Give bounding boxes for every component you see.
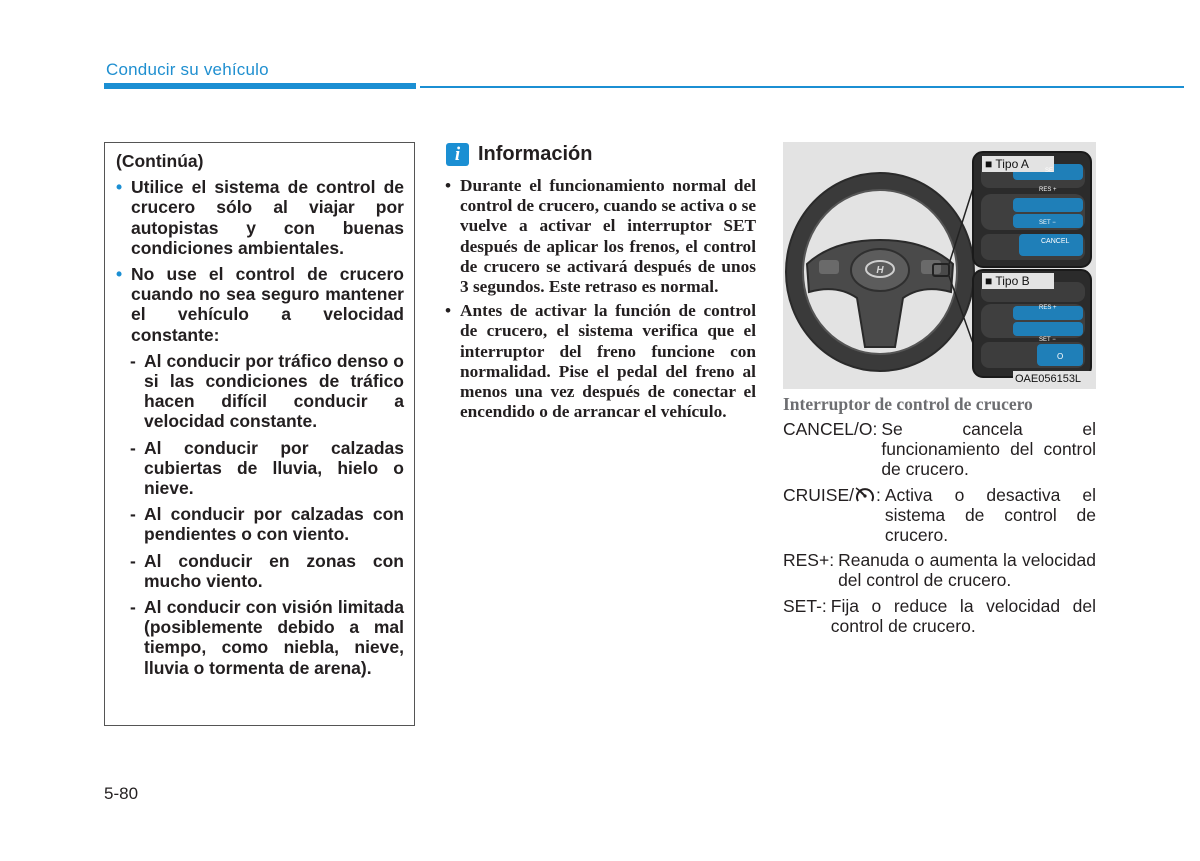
caution-subitem-text: Al conducir por calzadas con pendientes o con viento. <box>144 504 404 545</box>
dash-mark-icon: - <box>130 550 136 571</box>
bullet-dot-icon: • <box>445 301 452 321</box>
button-set-label: SET − <box>1039 337 1056 343</box>
cruise-icon <box>854 486 876 504</box>
bullet-dot-icon: • <box>116 264 123 285</box>
caution-subitem-text: Al conducir con visión limitada (posiblemente debido a mal tiempo, como niebla, nieve, lluvia o tormenta de arena). <box>144 597 404 678</box>
info-item <box>445 301 756 422</box>
definition-term-wrap: CRUISE/ : <box>783 484 881 505</box>
steering-wheel-icon <box>786 173 975 371</box>
caution-subitem <box>116 551 404 591</box>
button-set-label: SET − <box>1039 220 1056 226</box>
definition-desc: Activa o desactiva el sistema de control de crucero. <box>884 484 1096 546</box>
definition-term: RES+: <box>783 550 835 571</box>
dash-mark-icon: - <box>130 437 136 458</box>
button-se-label: SE <box>1045 168 1054 174</box>
button-res-label: RES + <box>1039 305 1057 311</box>
svg-text:H: H <box>876 265 884 276</box>
definition-term: SET-: <box>783 595 827 616</box>
continued-label: (Continúa) <box>116 151 204 171</box>
caution-bullet <box>116 264 404 345</box>
figure-caption: Interruptor de control de crucero <box>783 394 1033 414</box>
button-res-label: RES + <box>1039 187 1057 193</box>
info-item-text: Antes de activar la función de control de crucero, el sistema verifica que el interruptor del freno funcione con normalidad. Pise el pedal del freno al menos una vez después de conectar el encendido o de arrancar el vehículo. <box>460 301 756 422</box>
caution-subitem-text: Al conducir por calzadas cubiertas de lluvia, hielo o nieve. <box>144 437 404 499</box>
caution-subitem-text: Al conducir en zonas con mucho viento. <box>144 550 404 591</box>
caution-subitem <box>116 351 404 432</box>
section-title: Conducir su vehículo <box>106 60 269 79</box>
page-number: 5-80 <box>104 784 139 803</box>
caution-subitem-text: Al conducir por tráfico denso o si las condiciones de tráfico hacen difícil conducir a velocidad constante. <box>144 350 404 432</box>
caution-bullet <box>116 177 404 258</box>
info-icon: i <box>446 143 469 166</box>
caution-bullet-text: No use el control de crucero cuando no sea seguro mantener el vehículo a velocidad constante: <box>131 264 404 345</box>
info-list <box>445 176 756 426</box>
steering-wheel-figure <box>783 142 1096 389</box>
info-title: Información <box>478 143 593 165</box>
dash-mark-icon: - <box>130 504 136 525</box>
steering-wheel-illustration <box>783 142 1096 389</box>
dash-mark-icon: - <box>130 350 136 371</box>
header-rule-thick <box>104 83 416 89</box>
definitions-list <box>783 419 1096 641</box>
definition-desc: Fija o reduce la velocidad del control de crucero. <box>830 595 1096 636</box>
info-item-text: Durante el funcionamiento normal del control de crucero, cuando se activa o se vuelve a activar el interruptor SET después de aplicar los frenos, el control de crucero se activará después de unos 3 segundos. Este retraso es normal. <box>460 176 756 297</box>
info-item <box>445 176 756 297</box>
button-o-label: O <box>1057 352 1064 361</box>
definition-desc: Reanuda o aumenta la velocidad del control de crucero. <box>838 550 1096 591</box>
info-heading <box>446 143 592 166</box>
bullet-dot-icon: • <box>445 176 452 195</box>
definition-item <box>783 596 1096 636</box>
figure-code: OAE056153L <box>1015 373 1082 385</box>
caution-subitem <box>116 504 404 544</box>
definition-item <box>783 419 1096 480</box>
header-rule-thin <box>420 86 1184 88</box>
caution-bullet-text: Utilice el sistema de control de crucero sólo al viajar por autopistas y con buenas condiciones ambientales. <box>131 177 404 258</box>
definition-desc: Se cancela el funcionamiento del control de crucero. <box>881 419 1096 480</box>
type-b-label: ■ Tipo B <box>985 274 1030 288</box>
caution-subitem <box>116 597 404 678</box>
button-cancel-label: CANCEL <box>1041 238 1070 245</box>
definition-item <box>783 485 1096 546</box>
definition-term: CANCEL/O: <box>783 419 878 439</box>
dash-mark-icon: - <box>130 597 136 618</box>
definition-item <box>783 550 1096 590</box>
definition-term: CRUISE/ <box>783 484 854 505</box>
caution-subitem <box>116 438 404 499</box>
type-a-label: ■ Tipo A <box>985 157 1029 171</box>
caution-box <box>104 142 415 726</box>
bullet-dot-icon: • <box>116 177 123 198</box>
